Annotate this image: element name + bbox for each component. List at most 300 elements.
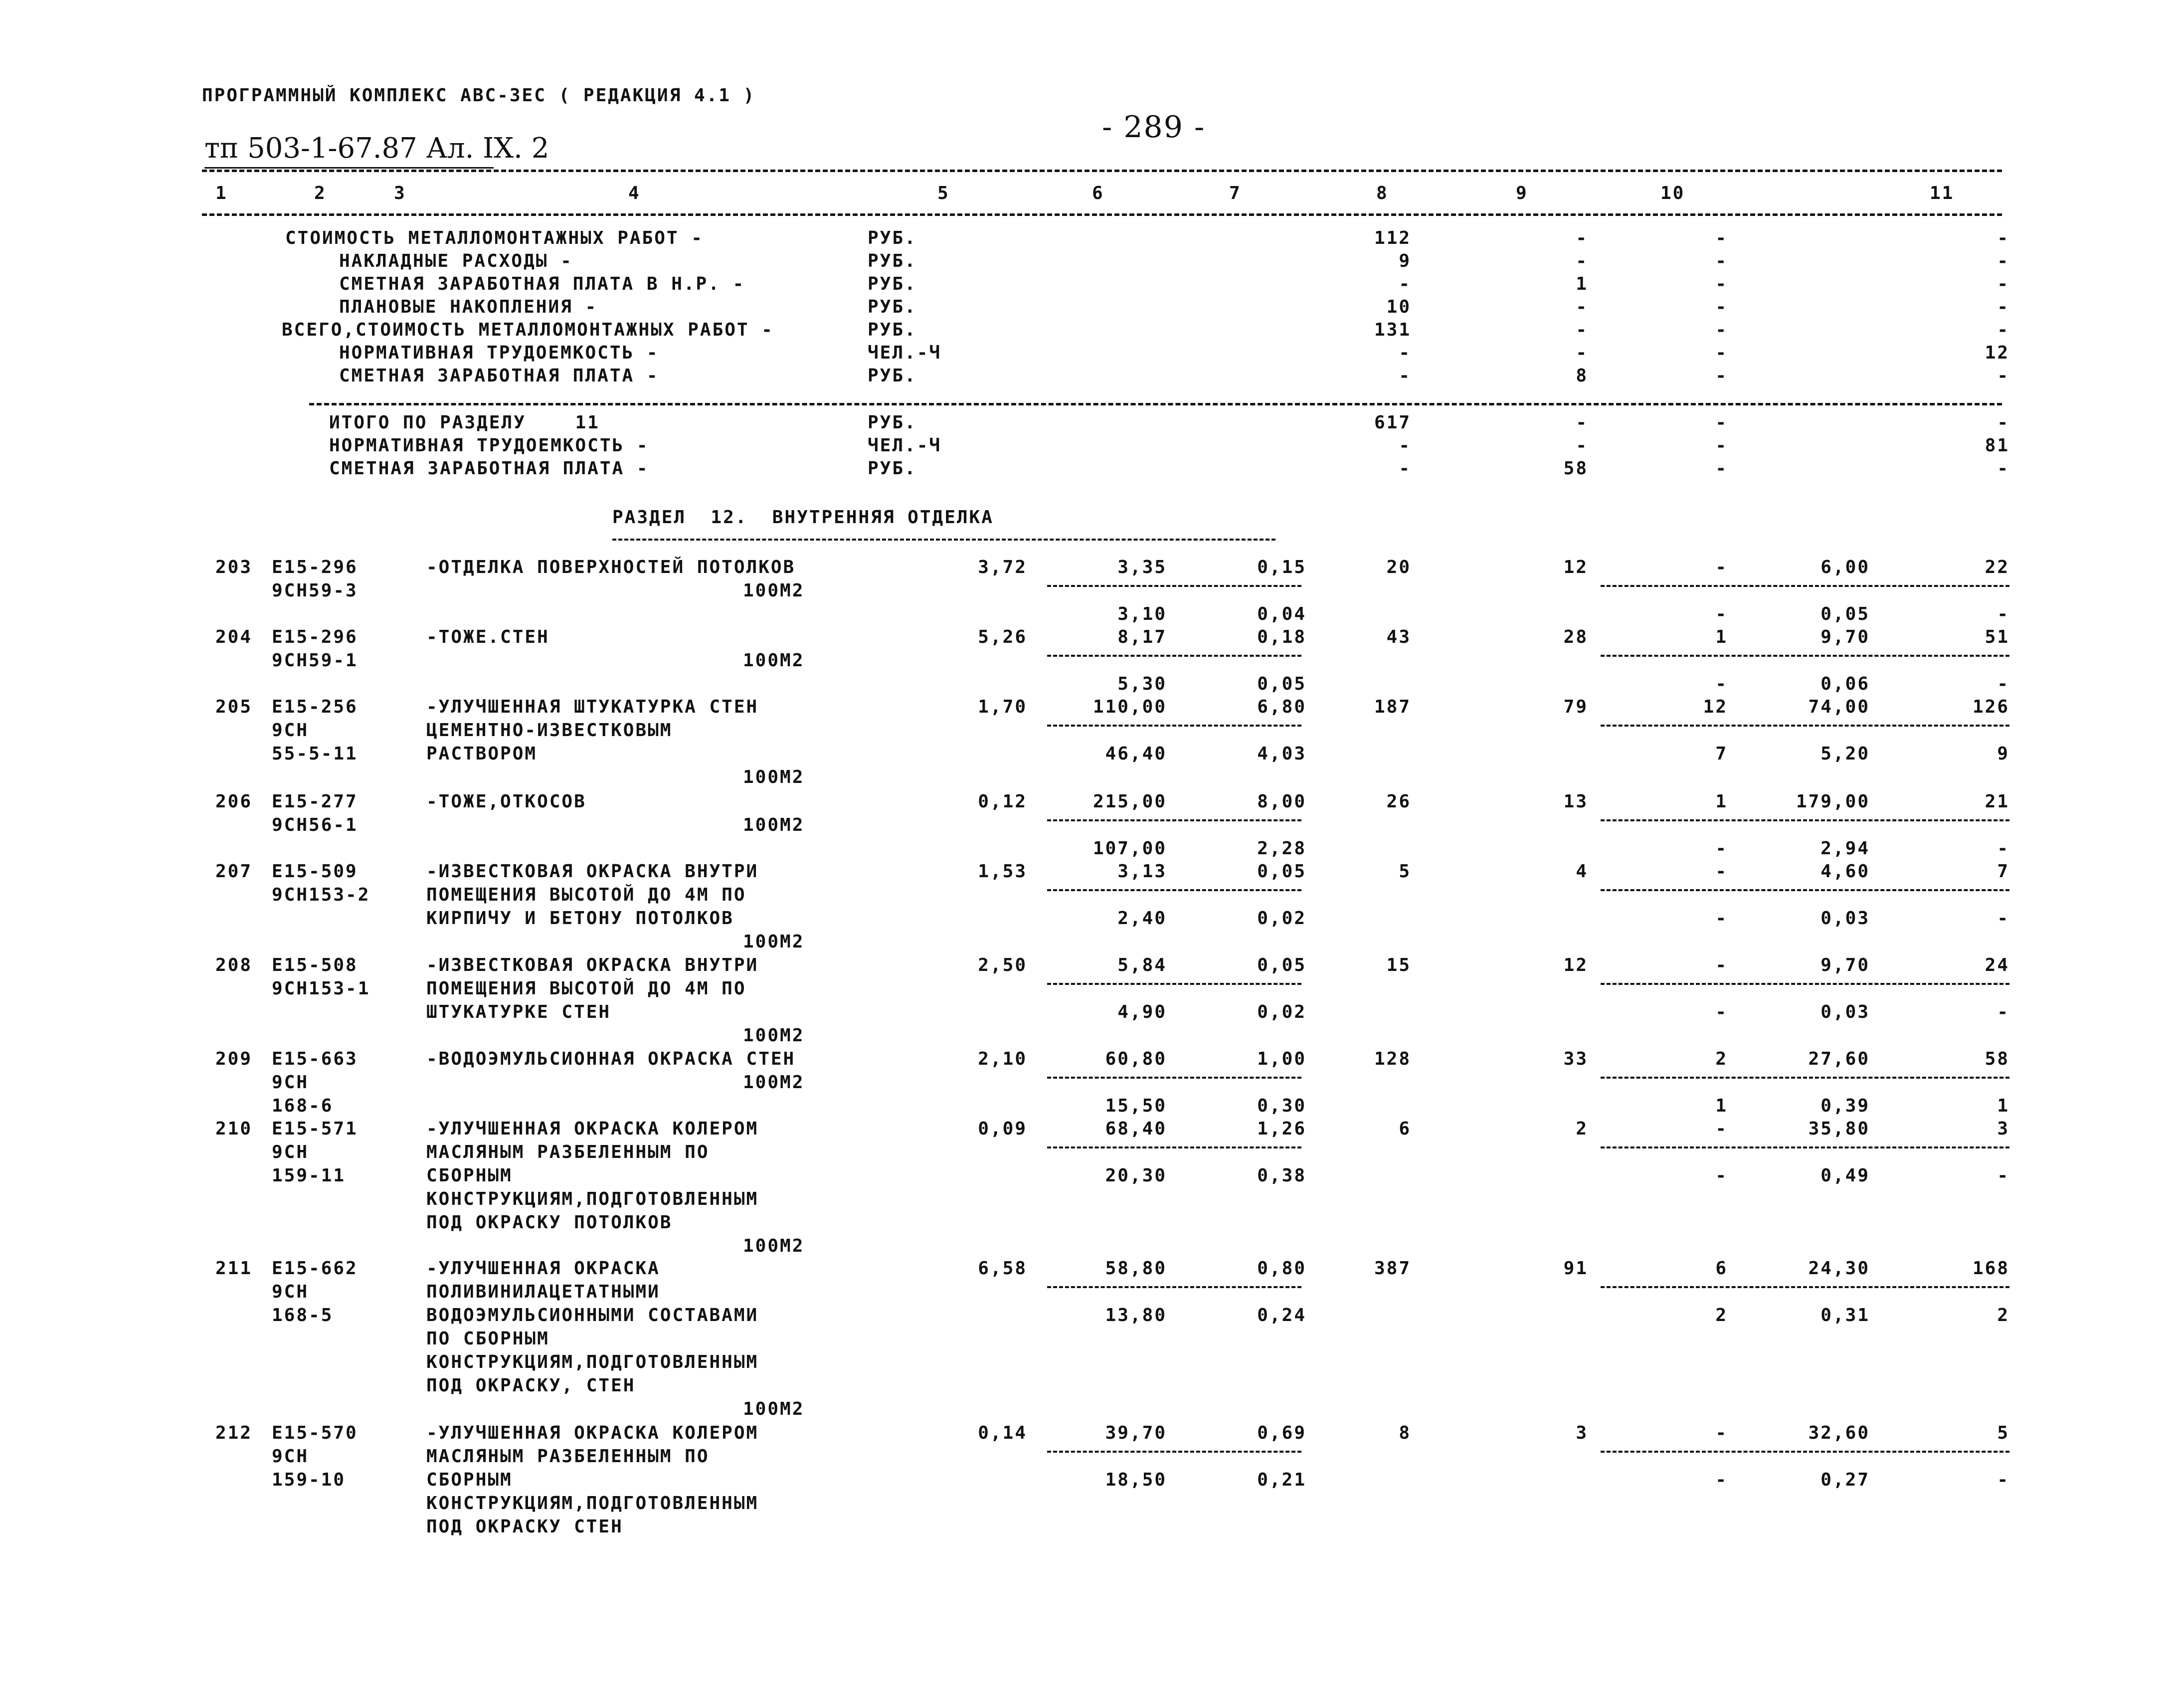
entry-separator [1601,983,2009,985]
entry-separator [1601,1286,2009,1288]
entry-col9: - [1715,1423,1728,1443]
entry-col8: 33 [1563,1049,1588,1069]
entry-col6: 0,05 [1257,955,1306,975]
total-unit: РУБ. [868,458,917,479]
entry-col6-secondary: 0,30 [1257,1096,1306,1116]
entry-description: ШТУКАТУРКЕ СТЕН [426,1002,611,1022]
entry-col7: 20 [1386,557,1411,577]
entry-quantity: 0,09 [978,1119,1027,1139]
entry-col5: 215,00 [1092,791,1167,812]
entry-code: 9СН [272,720,309,741]
entry-description: ПОД ОКРАСКУ СТЕН [426,1517,623,1537]
entry-code: 159-11 [272,1165,346,1186]
total-col7: - [1399,435,1411,456]
entry-col7: 8 [1399,1423,1411,1443]
total-label: НОРМАТИВНАЯ ТРУДОЕМКОСТЬ - [329,435,649,456]
entry-separator [1047,1077,1301,1079]
total-unit: ЧЕЛ.-Ч [868,435,942,456]
entry-separator [1601,655,2009,657]
entry-col6: 0,18 [1257,627,1306,647]
entry-col9-secondary: - [1715,674,1728,694]
summary-col7: 10 [1386,297,1411,317]
entry-col5: 58,80 [1105,1258,1167,1279]
entry-col9: - [1715,955,1728,975]
summary-unit: РУБ. [868,320,917,340]
section-title-underline [612,539,1275,541]
entry-col10-secondary: 0,05 [1820,604,1870,624]
summary-col8: 1 [1576,274,1588,294]
entry-col9-secondary: - [1715,1470,1728,1490]
entry-col11-secondary: - [1997,674,2009,694]
entry-separator [1047,983,1301,985]
entry-code: Е15-571 [272,1119,358,1139]
entry-col10-secondary: 0,06 [1820,674,1870,694]
summary-label: НОРМАТИВНАЯ ТРУДОЕМКОСТЬ - [339,343,659,363]
header-rule-bottom [202,213,2002,216]
entry-col5-secondary: 13,80 [1105,1305,1167,1326]
total-col11: - [1997,458,2009,479]
summary-col9: - [1715,320,1728,340]
entry-unit: 100М2 [743,1399,805,1419]
column-number: 2 [314,183,327,203]
summary-col11: - [1997,251,2009,271]
entry-description: СБОРНЫМ [426,1470,513,1490]
entry-code: Е15-296 [272,627,358,647]
entry-code: Е15-662 [272,1258,358,1279]
entry-description: -ИЗВЕСТКОВАЯ ОКРАСКА ВНУТРИ [426,861,759,882]
entry-col11: 168 [1972,1258,2009,1279]
section-title: РАЗДЕЛ 12. ВНУТРЕННЯЯ ОТДЕЛКА [612,507,994,528]
total-col11: 81 [1985,435,2009,456]
summary-label: СТОИМОСТЬ МЕТАЛЛОМОНТАЖНЫХ РАБОТ - [285,228,704,248]
entry-code: 159-10 [272,1470,346,1490]
entry-code: 9СН59-1 [272,650,358,671]
entry-code: 168-6 [272,1096,334,1116]
program-header: ПРОГРАММНЫЙ КОМПЛЕКС АВС-3ЕС ( РЕДАКЦИЯ 4.1 ) [202,85,756,106]
summary-col8: - [1576,297,1588,317]
summary-col9: - [1715,251,1728,271]
summary-col9: - [1715,366,1728,386]
entry-col6: 1,00 [1257,1049,1306,1069]
summary-col9: - [1715,297,1728,317]
entry-col9: 2 [1715,1049,1728,1069]
entry-col10-secondary: 2,94 [1820,838,1870,859]
entry-separator [1047,819,1301,821]
entry-col8: 13 [1563,791,1588,812]
entry-description: -УЛУЧШЕННАЯ ОКРАСКА КОЛЕРОМ [426,1423,759,1443]
entry-col9-secondary: - [1715,908,1728,929]
entry-col8: 2 [1576,1119,1588,1139]
entry-col11-secondary: - [1997,838,2009,859]
entry-description: -УЛУЧШЕННАЯ ОКРАСКА КОЛЕРОМ [426,1119,759,1139]
entry-code: 9СН [272,1446,309,1467]
entry-col5-secondary: 3,10 [1117,604,1167,624]
entry-col5: 3,35 [1117,557,1167,577]
entry-separator [1601,1077,2009,1079]
entry-col9-secondary: - [1715,1165,1728,1186]
entry-code: Е15-277 [272,791,358,812]
entry-col10-secondary: 0,31 [1820,1305,1870,1326]
entry-col10: 27,60 [1808,1049,1870,1069]
entry-col6-secondary: 0,02 [1257,1002,1306,1022]
entry-unit: 100М2 [743,580,805,601]
entry-code: 55-5-11 [272,744,358,764]
entry-col5: 39,70 [1105,1423,1167,1443]
entry-quantity: 1,53 [978,861,1027,882]
entry-description: -ОТДЕЛКА ПОВЕРХНОСТЕЙ ПОТОЛКОВ [426,557,796,577]
entry-unit: 100М2 [743,1072,805,1093]
entry-quantity: 0,12 [978,791,1027,812]
entry-code: 9СН153-2 [272,885,370,905]
entry-col9: 1 [1715,627,1728,647]
entry-col5-secondary: 2,40 [1117,908,1167,929]
entry-col10: 6,00 [1820,557,1870,577]
entry-col10-secondary: 0,27 [1820,1470,1870,1490]
entry-col6-secondary: 0,05 [1257,674,1306,694]
total-col11: - [1997,412,2009,433]
entry-col5: 3,13 [1117,861,1167,882]
entry-code: Е15-570 [272,1423,358,1443]
entry-col10: 4,60 [1820,861,1870,882]
entry-separator [1601,819,2009,821]
column-number: 4 [628,183,641,203]
entry-code: 9СН [272,1142,309,1162]
entry-col11-secondary: - [1997,908,2009,929]
entry-col10-secondary: 5,20 [1820,744,1870,764]
entry-description: КОНСТРУКЦИЯМ,ПОДГОТОВЛЕННЫМ [426,1493,759,1514]
entry-col10-secondary: 0,03 [1820,908,1870,929]
entry-col10: 35,80 [1808,1119,1870,1139]
entry-col6-secondary: 0,04 [1257,604,1306,624]
entry-separator [1047,1286,1301,1288]
entry-description: -УЛУЧШЕННАЯ ШТУКАТУРКА СТЕН [426,697,759,717]
entry-quantity: 1,70 [978,697,1027,717]
entry-col8: 4 [1576,861,1588,882]
summary-col7: - [1399,274,1411,294]
entry-col10: 9,70 [1820,955,1870,975]
entry-col11-secondary: 9 [1997,744,2009,764]
entry-number: 204 [215,627,253,647]
entry-code: 9СН59-3 [272,580,358,601]
entry-separator [1601,725,2009,727]
entry-number: 210 [215,1119,253,1139]
entry-col10: 32,60 [1808,1423,1870,1443]
entry-col6: 0,69 [1257,1423,1306,1443]
entry-description: -ВОДОЭМУЛЬСИОННАЯ ОКРАСКА СТЕН [426,1049,796,1069]
entry-col11-secondary: - [1997,1002,2009,1022]
entry-code: Е15-508 [272,955,358,975]
summary-col11: - [1997,297,2009,317]
entry-description: ВОДОЭМУЛЬСИОННЫМИ СОСТАВАМИ [426,1305,759,1326]
entry-code: 9СН [272,1282,309,1302]
entry-separator [1047,585,1301,587]
entry-col8: 28 [1563,627,1588,647]
entry-col9: 12 [1703,697,1728,717]
entry-separator [1601,1451,2009,1453]
entry-col7: 43 [1386,627,1411,647]
entry-col6-secondary: 0,02 [1257,908,1306,929]
summary-label: ВСЕГО,СТОИМОСТЬ МЕТАЛЛОМОНТАЖНЫХ РАБОТ - [282,320,774,340]
entry-col10: 179,00 [1796,791,1870,812]
total-col8: - [1576,412,1588,433]
entry-number: 211 [215,1258,253,1279]
entry-col9: - [1715,557,1728,577]
entry-description: ПОЛИВИНИЛАЦЕТАТНЫМИ [426,1282,660,1302]
column-number: 10 [1660,183,1685,203]
entry-description: КОНСТРУКЦИЯМ,ПОДГОТОВЛЕННЫМ [426,1189,759,1209]
entry-col5-secondary: 15,50 [1105,1096,1167,1116]
entry-col6-secondary: 4,03 [1257,744,1306,764]
entry-col11-secondary: 1 [1997,1096,2009,1116]
entry-col11: 22 [1985,557,2009,577]
total-col9: - [1715,435,1728,456]
summary-col8: - [1576,320,1588,340]
entry-col7: 26 [1386,791,1411,812]
entry-code: Е15-256 [272,697,358,717]
entry-col6: 6,80 [1257,697,1306,717]
summary-col9: - [1715,228,1728,248]
entry-description: ЦЕМЕНТНО-ИЗВЕСТКОВЫМ [426,720,673,741]
column-number: 9 [1516,183,1528,203]
entry-quantity: 2,10 [978,1049,1027,1069]
summary-unit: ЧЕЛ.-Ч [868,343,942,363]
summary-unit: РУБ. [868,251,917,271]
summary-col11: - [1997,228,2009,248]
entry-col11: 3 [1997,1119,2009,1139]
entry-description: -ТОЖЕ,ОТКОСОВ [426,791,586,812]
summary-col9: - [1715,343,1728,363]
summary-col11: - [1997,320,2009,340]
entry-col5: 8,17 [1117,627,1167,647]
entry-description: -ТОЖЕ.СТЕН [426,627,549,647]
entry-col9-secondary: - [1715,604,1728,624]
summary-col7: 9 [1399,251,1411,271]
summary-col9: - [1715,274,1728,294]
entry-col5-secondary: 4,90 [1117,1002,1167,1022]
total-unit: РУБ. [868,412,917,433]
entry-description: -ИЗВЕСТКОВАЯ ОКРАСКА ВНУТРИ [426,955,759,975]
total-col8: - [1576,435,1588,456]
summary-unit: РУБ. [868,228,917,248]
entry-code: Е15-509 [272,861,358,882]
entry-col5: 110,00 [1092,697,1167,717]
entry-col7: 187 [1374,697,1411,717]
summary-col11: - [1997,366,2009,386]
column-number: 6 [1092,183,1104,203]
entry-number: 206 [215,791,253,812]
entry-col8: 12 [1563,955,1588,975]
entry-col6: 0,05 [1257,861,1306,882]
entry-col11: 5 [1997,1423,2009,1443]
entry-separator [1047,655,1301,657]
entry-description: КОНСТРУКЦИЯМ,ПОДГОТОВЛЕННЫМ [426,1352,759,1372]
entry-description: ПОД ОКРАСКУ, СТЕН [426,1375,636,1396]
entry-separator [1601,585,2009,587]
entry-col8: 3 [1576,1423,1588,1443]
total-col7: 617 [1374,412,1411,433]
entry-unit: 100М2 [743,1236,805,1256]
entry-number: 209 [215,1049,253,1069]
entry-number: 208 [215,955,253,975]
total-col7: - [1399,458,1411,479]
doc-reference: тп 503-1-67.87 Ал. IX. 2 [204,132,549,165]
entry-col7: 128 [1374,1049,1411,1069]
entry-quantity: 3,72 [978,557,1027,577]
summary-col11: - [1997,274,2009,294]
column-number: 5 [937,183,950,203]
entry-col6-secondary: 0,38 [1257,1165,1306,1186]
entry-description: ПОМЕЩЕНИЯ ВЫСОТОЙ ДО 4М ПО [426,885,746,905]
entry-col9: 1 [1715,791,1728,812]
summary-col8: - [1576,251,1588,271]
entry-col6-secondary: 2,28 [1257,838,1306,859]
entry-unit: 100М2 [743,650,805,671]
entry-col7: 387 [1374,1258,1411,1279]
entry-col10-secondary: 0,49 [1820,1165,1870,1186]
entry-col9-secondary: - [1715,1002,1728,1022]
entry-col11: 126 [1972,697,2009,717]
entry-col6: 0,15 [1257,557,1306,577]
entry-col5: 68,40 [1105,1119,1167,1139]
entry-col9: - [1715,1119,1728,1139]
entry-col5: 60,80 [1105,1049,1167,1069]
entry-quantity: 2,50 [978,955,1027,975]
entry-separator [1047,1451,1301,1453]
summary-col7: - [1399,366,1411,386]
entry-col11: 21 [1985,791,2009,812]
entry-col9-secondary: 1 [1715,1096,1728,1116]
entry-code: Е15-296 [272,557,358,577]
summary-label: НАКЛАДНЫЕ РАСХОДЫ - [339,251,573,271]
entry-col10: 9,70 [1820,627,1870,647]
entry-col10: 74,00 [1808,697,1870,717]
page-number: - 289 - [1102,110,1206,145]
entry-description: МАСЛЯНЫМ РАЗБЕЛЕННЫМ ПО [426,1142,710,1162]
column-number: 3 [394,183,406,203]
summary-unit: РУБ. [868,366,917,386]
entry-col11-secondary: - [1997,1470,2009,1490]
summary-col8: 8 [1576,366,1588,386]
column-number: 7 [1229,183,1242,203]
summary-col7: 131 [1374,320,1411,340]
column-number: 11 [1930,183,1955,203]
entry-description: ПО СБОРНЫМ [426,1328,549,1349]
summary-label: СМЕТНАЯ ЗАРАБОТНАЯ ПЛАТА В Н.Р. - [339,274,745,294]
column-number: 8 [1376,183,1389,203]
entry-col8: 91 [1563,1258,1588,1279]
entry-description: КИРПИЧУ И БЕТОНУ ПОТОЛКОВ [426,908,734,929]
entry-col9-secondary: 7 [1715,744,1728,764]
entry-quantity: 6,58 [978,1258,1027,1279]
entry-col6-secondary: 0,21 [1257,1470,1306,1490]
doc-reference-underline [204,167,494,169]
entry-col7: 6 [1399,1119,1411,1139]
entry-col6: 0,80 [1257,1258,1306,1279]
summary-unit: РУБ. [868,274,917,294]
entry-quantity: 0,14 [978,1423,1027,1443]
entry-code: Е15-663 [272,1049,358,1069]
entry-col9-secondary: - [1715,838,1728,859]
entry-description: СБОРНЫМ [426,1165,513,1186]
entry-separator [1047,725,1301,727]
entry-col10-secondary: 0,03 [1820,1002,1870,1022]
entry-col5-secondary: 18,50 [1105,1470,1167,1490]
entry-unit: 100М2 [743,1025,805,1046]
entry-description: МАСЛЯНЫМ РАЗБЕЛЕННЫМ ПО [426,1446,710,1467]
column-number: 1 [215,183,228,203]
entry-separator [1047,889,1301,891]
entry-col9-secondary: 2 [1715,1305,1728,1326]
entry-description: РАСТВОРОМ [426,744,538,764]
total-col9: - [1715,458,1728,479]
entry-col8: 12 [1563,557,1588,577]
entry-col5-secondary: 46,40 [1105,744,1167,764]
summary-col7: 112 [1374,228,1411,248]
summary-rule [309,403,2002,405]
total-col9: - [1715,412,1728,433]
header-rule-top [202,170,2002,172]
entry-unit: 100М2 [743,932,805,952]
entry-col6: 8,00 [1257,791,1306,812]
entry-col10: 24,30 [1808,1258,1870,1279]
summary-label: ПЛАНОВЫЕ НАКОПЛЕНИЯ - [339,297,598,317]
entry-code: 9СН56-1 [272,815,358,835]
entry-unit: 100М2 [743,815,805,835]
entry-code: 168-5 [272,1305,334,1326]
entry-col10-secondary: 0,39 [1820,1096,1870,1116]
entry-col11-secondary: - [1997,604,2009,624]
entry-col11: 58 [1985,1049,2009,1069]
entry-col5-secondary: 107,00 [1092,838,1167,859]
entry-col7: 5 [1399,861,1411,882]
summary-unit: РУБ. [868,297,917,317]
total-label: ИТОГО ПО РАЗДЕЛУ 11 [329,412,600,433]
entry-number: 205 [215,697,253,717]
total-col8: 58 [1563,458,1588,479]
summary-col7: - [1399,343,1411,363]
entry-separator [1047,1146,1301,1148]
entry-separator [1601,1146,2009,1148]
entry-col5-secondary: 20,30 [1105,1165,1167,1186]
entry-quantity: 5,26 [978,627,1027,647]
entry-col11: 7 [1997,861,2009,882]
entry-col11-secondary: 2 [1997,1305,2009,1326]
entry-col5: 5,84 [1117,955,1167,975]
entry-description: ПОД ОКРАСКУ ПОТОЛКОВ [426,1212,673,1233]
summary-col11: 12 [1985,343,2009,363]
entry-col6: 1,26 [1257,1119,1306,1139]
entry-description: -УЛУЧШЕННАЯ ОКРАСКА [426,1258,660,1279]
entry-col7: 15 [1386,955,1411,975]
entry-description: ПОМЕЩЕНИЯ ВЫСОТОЙ ДО 4М ПО [426,978,746,999]
entry-col9: 6 [1715,1258,1728,1279]
entry-col9: - [1715,861,1728,882]
entry-number: 207 [215,861,253,882]
entry-number: 212 [215,1423,253,1443]
summary-col8: - [1576,228,1588,248]
entry-col11: 24 [1985,955,2009,975]
entry-separator [1601,889,2009,891]
total-label: СМЕТНАЯ ЗАРАБОТНАЯ ПЛАТА - [329,458,649,479]
entry-col11-secondary: - [1997,1165,2009,1186]
entry-col8: 79 [1563,697,1588,717]
summary-label: СМЕТНАЯ ЗАРАБОТНАЯ ПЛАТА - [339,366,659,386]
entry-number: 203 [215,557,253,577]
entry-col6-secondary: 0,24 [1257,1305,1306,1326]
entry-code: 9СН [272,1072,309,1093]
entry-code: 9СН153-1 [272,978,370,999]
entry-unit: 100М2 [743,767,805,787]
